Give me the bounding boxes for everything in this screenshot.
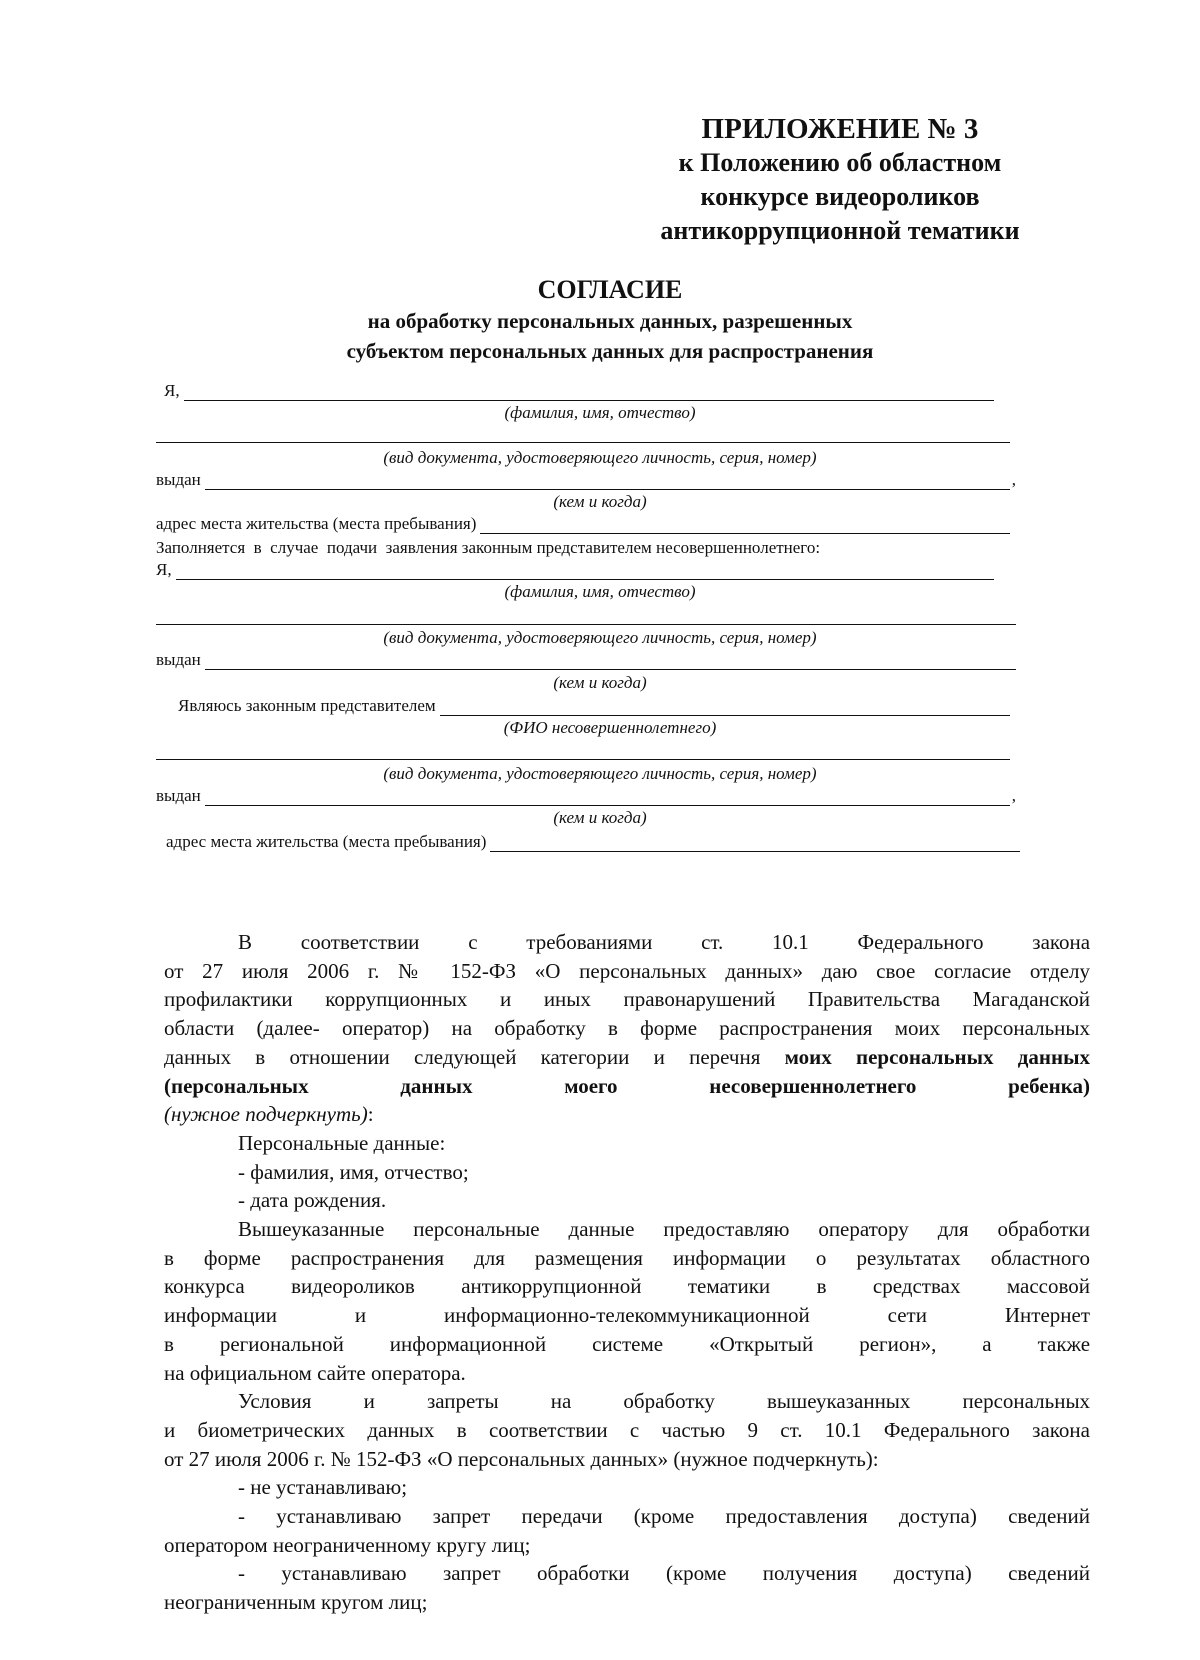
body-line: Условия и запреты на обработку вышеуказанных персональных — [238, 1389, 1091, 1414]
minor-fio-field[interactable] — [440, 697, 1010, 716]
pd-label: Персональные данные: — [238, 1130, 446, 1155]
identity-document-field[interactable] — [156, 424, 1010, 443]
ya-label: Я, — [156, 560, 172, 579]
body-line: Вышеуказанные персональные данные предоставляю оператору для обработки — [238, 1217, 1090, 1242]
restriction-option: - не устанавливаю; — [238, 1475, 408, 1500]
doc-hint: (вид документа, удостоверяющего личность, серия, номер) — [383, 764, 817, 783]
address-label: адрес места жительства (места пребывания) — [166, 832, 487, 851]
issued-hint: (кем и когда) — [553, 673, 647, 692]
pd-item: - дата рождения. — [238, 1188, 387, 1213]
appendix-line: антикоррупционной тематики — [660, 216, 1020, 245]
body-line: данных в отношении следующей категории и перечня моих персональных данных — [164, 1044, 1090, 1069]
body-line: профилактики коррупционных и иных правонарушений Правительства Магаданской — [164, 987, 1090, 1012]
minor-address-row — [166, 832, 1020, 852]
issued-label: выдан — [156, 786, 201, 805]
appendix-header — [640, 112, 1040, 248]
body-line: от 27 июля 2006 г. № 152-ФЗ «О персональных данных» даю свое согласие отделу — [164, 958, 1090, 983]
body-line: В соответствии с требованиями ст. 10.1 Федерального закона — [238, 930, 1091, 954]
body-line: конкурса видеороликов антикоррупционной тематики в средствах массовой — [164, 1274, 1090, 1299]
restriction-option: - устанавливаю запрет обработки (кроме получения доступа) сведений — [238, 1561, 1090, 1586]
restriction-option: - устанавливаю запрет передачи (кроме предоставления доступа) сведений — [238, 1504, 1090, 1529]
appendix-line: к Положению об областном — [678, 148, 1002, 177]
issued-field[interactable] — [205, 471, 1010, 490]
guardian-note — [156, 538, 1016, 558]
comma: , — [1011, 470, 1016, 489]
document-title — [170, 274, 1050, 366]
title-main: СОГЛАСИЕ — [537, 275, 683, 304]
fio-field[interactable] — [184, 382, 994, 401]
appendix-number: ПРИЛОЖЕНИЕ № 3 — [701, 113, 979, 145]
guardian-issued-field[interactable] — [205, 651, 1016, 670]
fio-field-row — [164, 381, 994, 401]
issued-label: выдан — [156, 470, 201, 489]
issued-hint: (кем и когда) — [553, 492, 647, 511]
doc-field-row — [156, 424, 1010, 443]
guardian-fio-row — [156, 560, 994, 580]
body-line: в региональной информационной системе «Открытый регион», а также — [164, 1331, 1091, 1356]
body-line: области (далее- оператор) на обработку в форме распространения моих персональных — [164, 1016, 1090, 1041]
fio-hint: (фамилия, имя, отчество) — [504, 403, 696, 422]
representative-label: Являюсь законным представителем — [178, 696, 436, 715]
minor-issued-field[interactable] — [205, 787, 1010, 806]
title-subtitle-line: на обработку персональных данных, разрешенных — [367, 309, 853, 333]
guardian-identity-document-field[interactable] — [156, 606, 1016, 625]
minor-address-field[interactable] — [490, 833, 1020, 852]
address-label: адрес места жительства (места пребывания) — [156, 514, 477, 533]
body-line: в форме распространения для размещения информации о результатах областного — [164, 1245, 1090, 1270]
comma: , — [1011, 786, 1016, 805]
guardian-fio-field[interactable] — [176, 561, 994, 580]
guardian-doc-row — [156, 606, 1016, 625]
representative-row — [178, 696, 1010, 716]
body-line: неограниченным кругом лиц; — [164, 1590, 428, 1615]
guardian-note-text: Заполняется в случае подачи заявления законным представителем несовершеннолетнего: — [156, 538, 821, 557]
minor-issued-row — [156, 786, 1016, 806]
body-line: (нужное подчеркнуть): — [164, 1102, 374, 1127]
body-line: от 27 июля 2006 г. № 152-ФЗ «О персональных данных» (нужное подчеркнуть): — [164, 1446, 879, 1471]
body-line: на официальном сайте оператора. — [164, 1360, 466, 1385]
title-subtitle-line: субъектом персональных данных для распространения — [346, 339, 874, 363]
minor-doc-row — [156, 741, 1010, 760]
minor-hint: (ФИО несовершеннолетнего) — [503, 718, 717, 737]
address-row — [156, 514, 1010, 534]
body-line: (персональных данных моего несовершеннолетнего ребенка) — [164, 1073, 1090, 1098]
issued-label: выдан — [156, 650, 201, 669]
body-line: информации и информационно-телекоммуникационной сети Интернет — [164, 1303, 1091, 1328]
issued-hint: (кем и когда) — [553, 808, 647, 827]
ya-label: Я, — [164, 381, 180, 400]
doc-hint: (вид документа, удостоверяющего личность, серия, номер) — [383, 628, 817, 647]
pd-item: - фамилия, имя, отчество; — [238, 1159, 469, 1184]
body-line: оператором неограниченному кругу лиц; — [164, 1532, 531, 1557]
guardian-issued-row — [156, 650, 1016, 670]
consent-body — [164, 928, 1090, 1617]
doc-hint: (вид документа, удостоверяющего личность, серия, номер) — [383, 448, 817, 467]
address-field[interactable] — [480, 515, 1010, 534]
issued-row — [156, 470, 1016, 490]
appendix-line: конкурсе видеороликов — [700, 182, 980, 211]
fio-hint: (фамилия, имя, отчество) — [504, 582, 696, 601]
body-line: и биометрических данных в соответствии с частью 9 ст. 10.1 Федерального закона — [164, 1417, 1090, 1442]
minor-identity-document-field[interactable] — [156, 741, 1010, 760]
